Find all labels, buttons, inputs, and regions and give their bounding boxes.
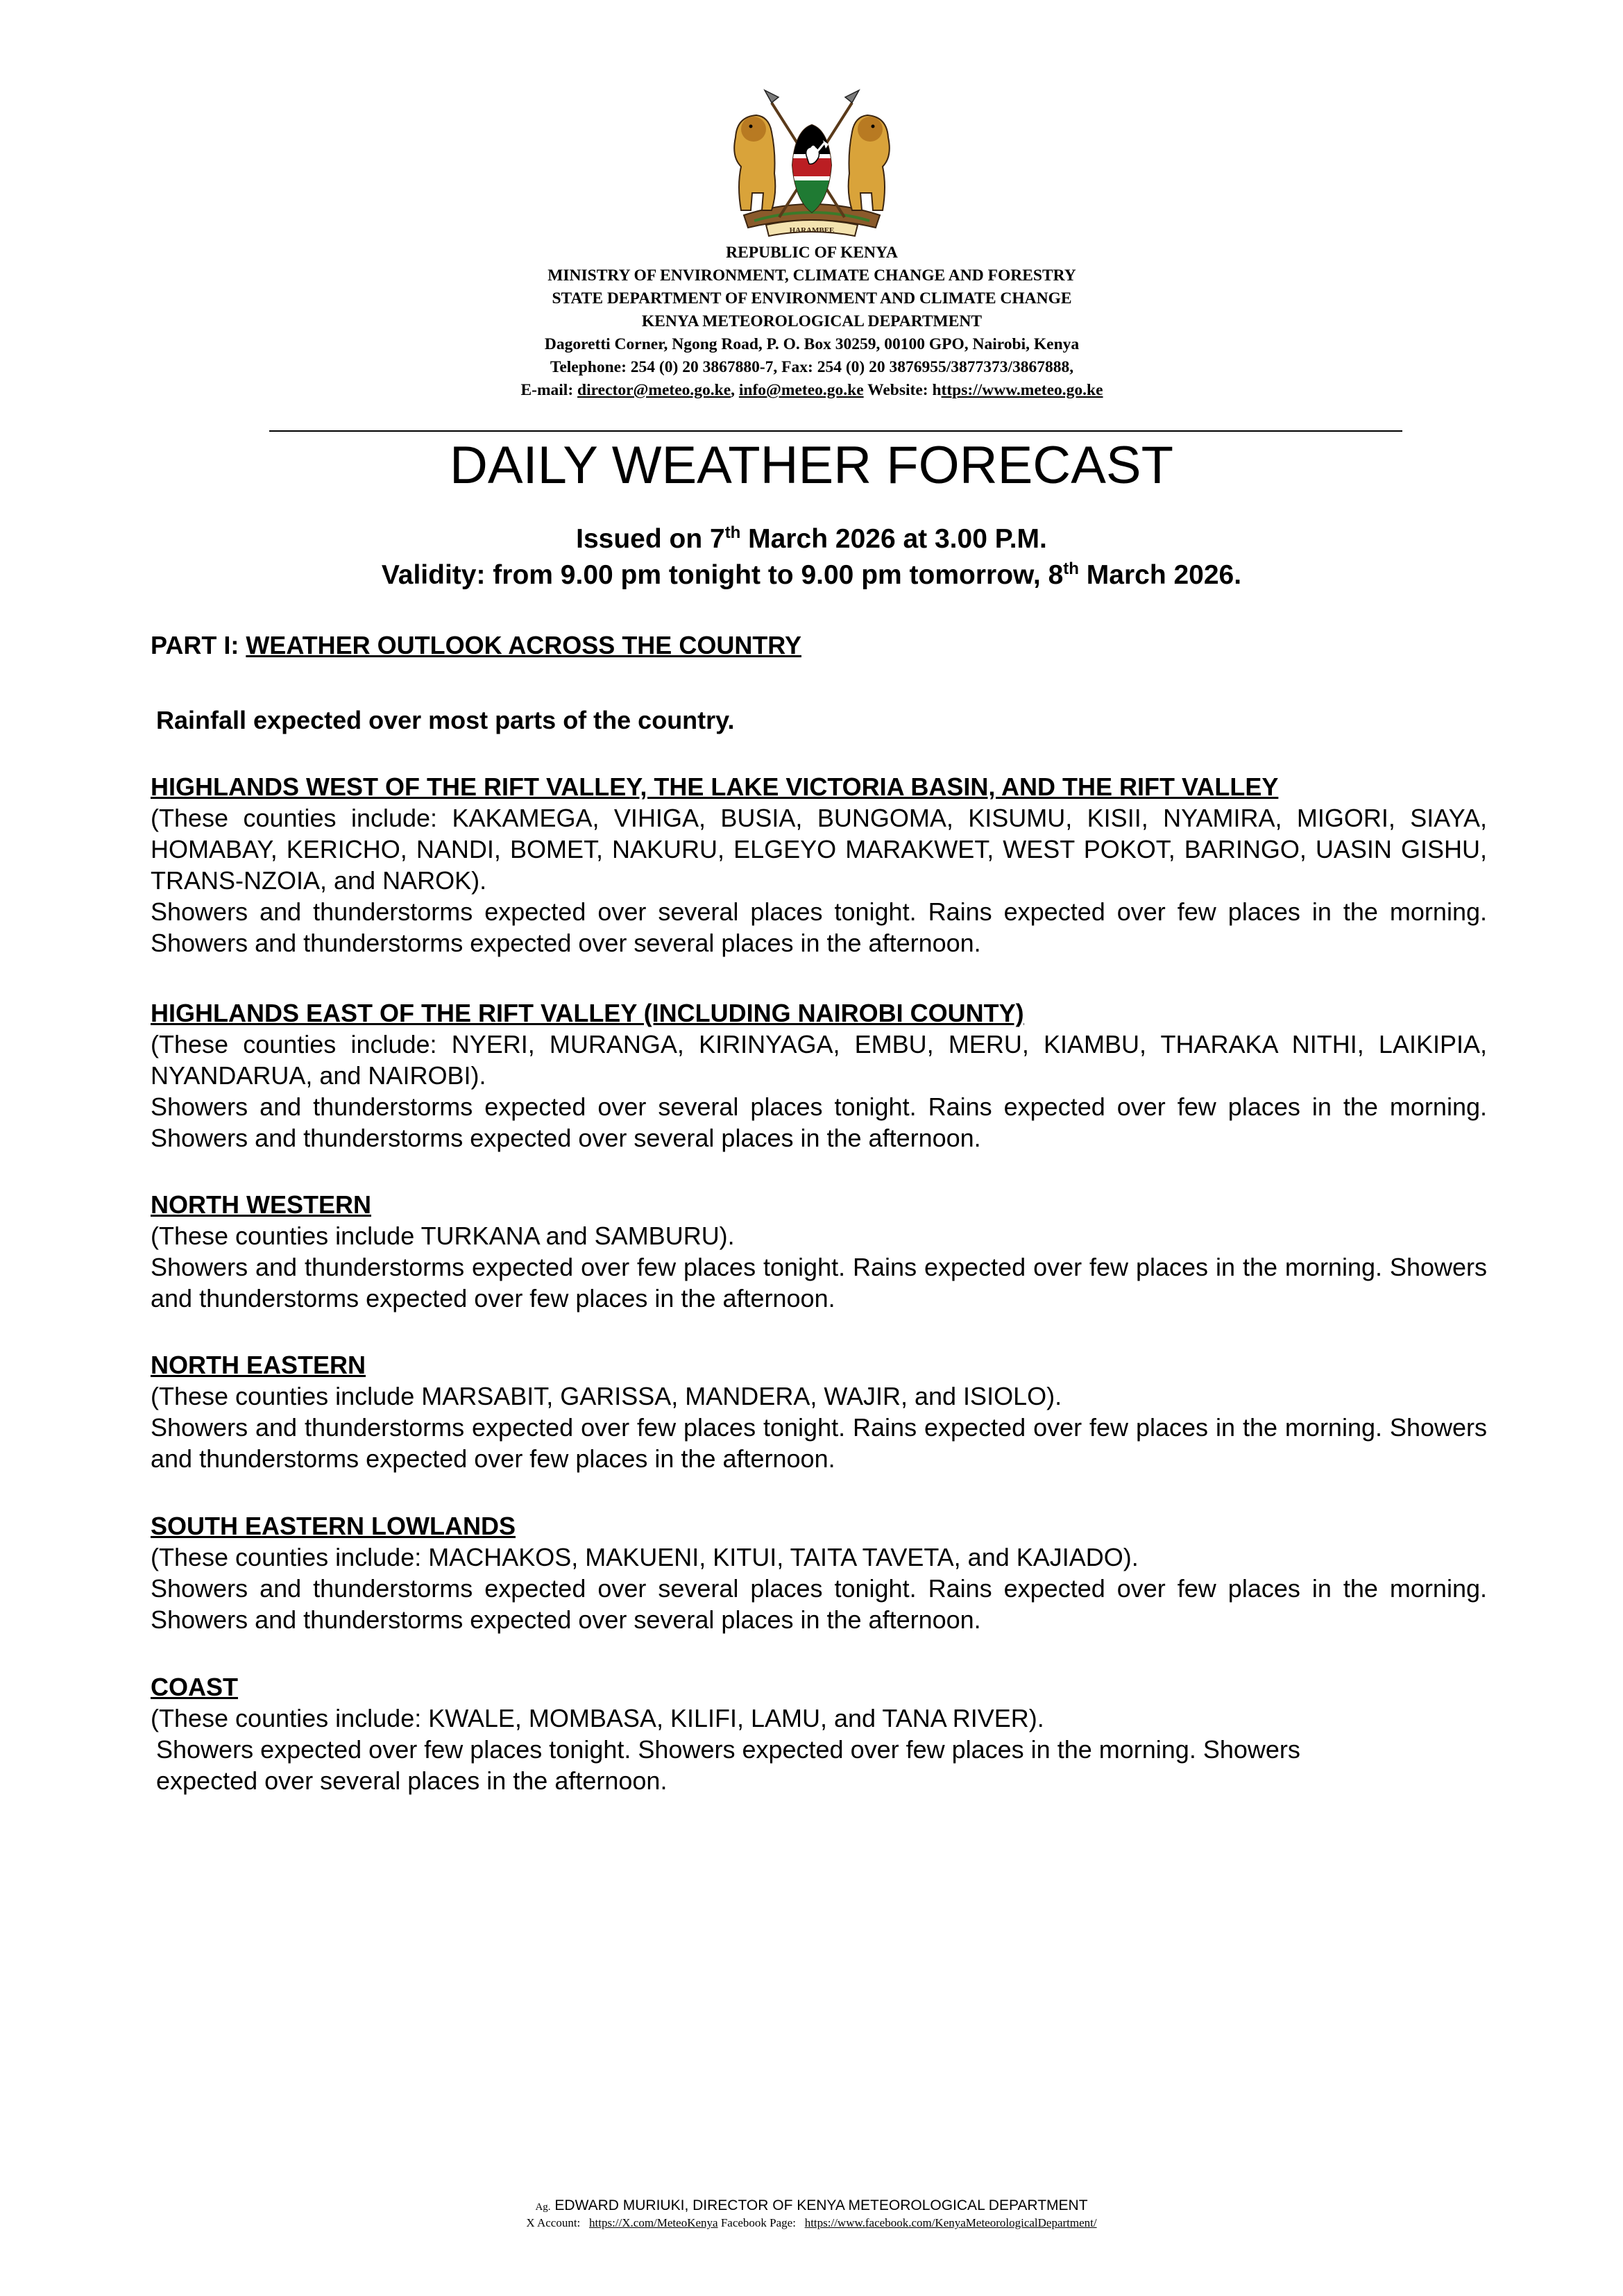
region-forecast: Showers and thunderstorms expected over few places tonight. Rains expected over few places in the morning. Showers and thunderstorms expected over few places in the afternoon. bbox=[151, 1413, 1487, 1473]
region-heading: HIGHLANDS EAST OF THE RIFT VALLEY (INCLUDING NAIROBI COUNTY) bbox=[151, 999, 1024, 1027]
address-line: Dagoretti Corner, Ngong Road, P. O. Box 30259, 00100 GPO, Nairobi, Kenya bbox=[544, 335, 1080, 353]
facebook-page-link[interactable]: https://www.facebook.com/KenyaMeteorologicalDepartment/ bbox=[804, 2216, 1097, 2229]
validity-text: Validity: from 9.00 pm tonight to 9.00 pm tomorrow, 8 bbox=[381, 560, 1064, 590]
region-heading: SOUTH EASTERN LOWLANDS bbox=[151, 1512, 516, 1540]
region-section bbox=[151, 1510, 1487, 1635]
email-label: E-mail: bbox=[520, 381, 574, 399]
region-forecast: Showers and thunderstorms expected over several places tonight. Rains expected over few places in the morning. Showers and thunderstorms expected over several places in the afternoon. bbox=[151, 897, 1487, 957]
email-separator: , bbox=[731, 381, 735, 399]
region-forecast: Showers and thunderstorms expected over several places tonight. Rains expected over few places in the morning. Showers and thunderstorms expected over several places in the afternoon. bbox=[151, 1574, 1487, 1634]
director-name: EDWARD MURIUKI, DIRECTOR OF KENYA METEOROLOGICAL DEPARTMENT bbox=[554, 2197, 1088, 2213]
part-label: PART I: bbox=[151, 631, 246, 659]
facebook-label: Facebook Page: bbox=[720, 2216, 796, 2229]
letterhead-line: REPUBLIC OF KENYA bbox=[726, 244, 898, 262]
region-counties: (These counties include MARSABIT, GARISSA, MANDERA, WAJIR, and ISIOLO). bbox=[151, 1382, 1062, 1410]
website-label: Website: h bbox=[867, 381, 942, 399]
region-forecast-line: expected over several places in the afternoon. bbox=[156, 1766, 668, 1795]
letterhead-line: MINISTRY OF ENVIRONMENT, CLIMATE CHANGE AND FORESTRY bbox=[547, 267, 1076, 285]
region-section bbox=[151, 771, 1487, 959]
region-heading: HIGHLANDS WEST OF THE RIFT VALLEY, THE LAKE VICTORIA BASIN, AND THE RIFT VALLEY bbox=[151, 773, 1279, 801]
letterhead-line: STATE DEPARTMENT OF ENVIRONMENT AND CLIMATE CHANGE bbox=[552, 289, 1072, 307]
region-heading: COAST bbox=[151, 1673, 238, 1701]
letterhead bbox=[347, 242, 1277, 402]
crest-motto: HARAMBEE bbox=[789, 226, 835, 235]
issued-text-suffix: March 2026 at 3.00 P.M. bbox=[740, 524, 1047, 554]
header-divider bbox=[269, 430, 1402, 432]
telephone-line: Telephone: 254 (0) 20 3867880-7, Fax: 254 (0) 20 3876955/3877373/3867888, bbox=[550, 358, 1074, 376]
region-heading: NORTH EASTERN bbox=[151, 1351, 366, 1379]
issued-line bbox=[0, 521, 1623, 557]
summary-text: Rainfall expected over most parts of the country. bbox=[156, 706, 735, 734]
footer-signature bbox=[0, 2197, 1623, 2216]
region-section bbox=[151, 1189, 1487, 1314]
director-email-link[interactable]: director@meteo.go.ke bbox=[577, 381, 731, 399]
region-heading: NORTH WESTERN bbox=[151, 1190, 371, 1219]
x-account-label: X Account: bbox=[526, 2216, 581, 2229]
footer-social bbox=[0, 2215, 1623, 2231]
region-counties: (These counties include: MACHAKOS, MAKUENI, KITUI, TAITA TAVETA, and KAJIADO). bbox=[151, 1543, 1139, 1571]
region-forecast: Showers and thunderstorms expected over few places tonight. Rains expected over few places in the morning. Showers and thunderstorms expected over few places in the afternoon. bbox=[151, 1253, 1487, 1312]
part-title: WEATHER OUTLOOK ACROSS THE COUNTRY bbox=[246, 631, 801, 659]
region-section bbox=[151, 997, 1487, 1154]
page-title: DAILY WEATHER FORECAST bbox=[449, 436, 1174, 495]
validity-line bbox=[0, 557, 1623, 593]
region-section bbox=[151, 1349, 1487, 1474]
region-counties: (These counties include: NYERI, MURANGA, KIRINYAGA, EMBU, MERU, KIAMBU, THARAKA NITHI, LAIKIPIA, NYANDARUA, and NAIROBI). bbox=[151, 1030, 1487, 1090]
region-counties: (These counties include: KWALE, MOMBASA, KILIFI, LAMU, and TANA RIVER). bbox=[151, 1704, 1044, 1732]
issued-text: Issued on 7 bbox=[576, 524, 725, 554]
kenya-coat-of-arms-logo bbox=[723, 89, 901, 240]
validity-ordinal: th bbox=[1063, 559, 1079, 578]
region-section bbox=[151, 1671, 1487, 1796]
validity-text-suffix: March 2026. bbox=[1078, 560, 1242, 590]
issued-ordinal: th bbox=[724, 523, 741, 542]
website-link[interactable]: ttps://www.meteo.go.ke bbox=[941, 381, 1103, 399]
region-forecast: Showers and thunderstorms expected over several places tonight. Rains expected over few places in the morning. Showers and thunderstorms expected over several places in the afternoon. bbox=[151, 1092, 1487, 1152]
info-email-link[interactable]: info@meteo.go.ke bbox=[738, 381, 864, 399]
region-forecast-line: Showers expected over few places tonight. Showers expected over few places in the morning. Showers bbox=[156, 1735, 1300, 1764]
part-heading bbox=[151, 630, 1487, 661]
letterhead-line: KENYA METEOROLOGICAL DEPARTMENT bbox=[641, 312, 983, 330]
acting-prefix: Ag. bbox=[535, 2202, 551, 2213]
region-counties: (These counties include TURKANA and SAMBURU). bbox=[151, 1222, 735, 1250]
region-counties: (These counties include: KAKAMEGA, VIHIGA, BUSIA, BUNGOMA, KISUMU, KISII, NYAMIRA, MIGORI, SIAYA, HOMABAY, KERICHO, NANDI, BOMET, NAKURU, ELGEYO MARAKWET, WEST POKOT, BARINGO, UASIN GISHU, TRANS-NZOIA, and NAROK). bbox=[151, 804, 1487, 895]
email-line bbox=[347, 379, 1277, 402]
x-account-link[interactable]: https://X.com/MeteoKenya bbox=[589, 2216, 718, 2229]
